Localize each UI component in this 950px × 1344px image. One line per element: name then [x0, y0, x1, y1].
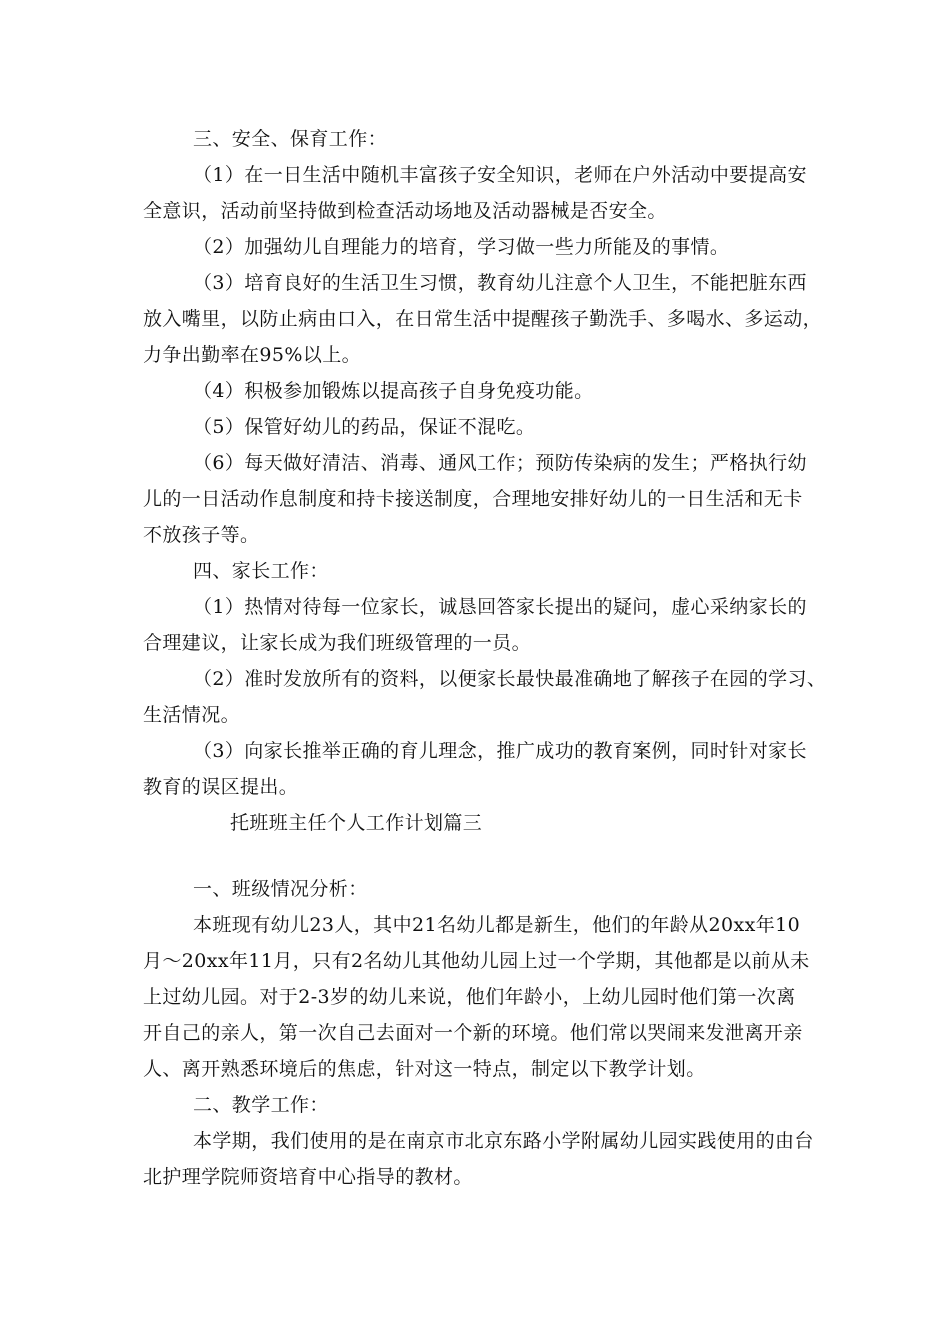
paragraph-line: 教育的误区提出。 — [143, 776, 299, 798]
section-heading-teaching: 二、教学工作： — [193, 1094, 329, 1116]
paragraph-line: 人、离开熟悉环境后的焦虑，针对这一特点，制定以下教学计划。 — [143, 1058, 706, 1080]
section-heading-safety: 三、安全、保育工作： — [193, 128, 388, 150]
paragraph-line: 放入嘴里，以防止病由口入，在日常生活中提醒孩子勤洗手、多喝水、多运动， — [143, 308, 823, 330]
paragraph-line: （2）加强幼儿自理能力的培育，学习做一些力所能及的事情。 — [193, 236, 730, 258]
paragraph-line: 上过幼儿园。对于2-3岁的幼儿来说，他们年龄小，上幼儿园时他们第一次离 — [143, 986, 796, 1008]
paragraph-line: 生活情况。 — [143, 704, 241, 726]
section-heading-class-analysis: 一、班级情况分析： — [193, 878, 368, 900]
paragraph-line: 儿的一日活动作息制度和持卡接送制度，合理地安排好幼儿的一日生活和无卡 — [143, 488, 803, 510]
document-title: 托班班主任个人工作计划篇三 — [230, 812, 483, 834]
paragraph-line: 合理建议，让家长成为我们班级管理的一员。 — [143, 632, 532, 654]
paragraph-line: 不放孩子等。 — [143, 524, 260, 546]
paragraph-line: （1）在一日生活中随机丰富孩子安全知识，老师在户外活动中要提高安 — [193, 164, 807, 186]
paragraph-line: 本班现有幼儿23人，其中21名幼儿都是新生，他们的年龄从20xx年10 — [193, 914, 801, 936]
paragraph-line: 全意识，活动前坚持做到检查活动场地及活动器械是否安全。 — [143, 200, 667, 222]
paragraph-line: （2）准时发放所有的资料，以便家长最快最准确地了解孩子在园的学习、 — [193, 668, 827, 690]
paragraph-line: （1）热情对待每一位家长，诚恳回答家长提出的疑问，虚心采纳家长的 — [193, 596, 807, 618]
paragraph-line: 力争出勤率在95%以上。 — [143, 344, 362, 366]
paragraph-line: （6）每天做好清洁、消毒、通风工作；预防传染病的发生；严格执行幼 — [193, 452, 807, 474]
paragraph-line: 本学期，我们使用的是在南京市北京东路小学附属幼儿园实践使用的由台 — [193, 1130, 814, 1152]
paragraph-line: （3）向家长推举正确的育儿理念，推广成功的教育案例，同时针对家长 — [193, 740, 807, 762]
paragraph-line: 月～20xx年11月，只有2名幼儿其他幼儿园上过一个学期，其他都是以前从未 — [143, 950, 810, 972]
paragraph-line: （4）积极参加锻炼以提高孩子自身免疫功能。 — [193, 380, 594, 402]
paragraph-line: 北护理学院师资培育中心指导的教材。 — [143, 1166, 473, 1188]
paragraph-line: （3）培育良好的生活卫生习惯，教育幼儿注意个人卫生，不能把脏东西 — [193, 272, 807, 294]
paragraph-line: （5）保管好幼儿的药品，保证不混吃。 — [193, 416, 536, 438]
section-heading-parents: 四、家长工作： — [193, 560, 329, 582]
paragraph-line: 开自己的亲人，第一次自己去面对一个新的环境。他们常以哭闹来发泄离开亲 — [143, 1022, 803, 1044]
